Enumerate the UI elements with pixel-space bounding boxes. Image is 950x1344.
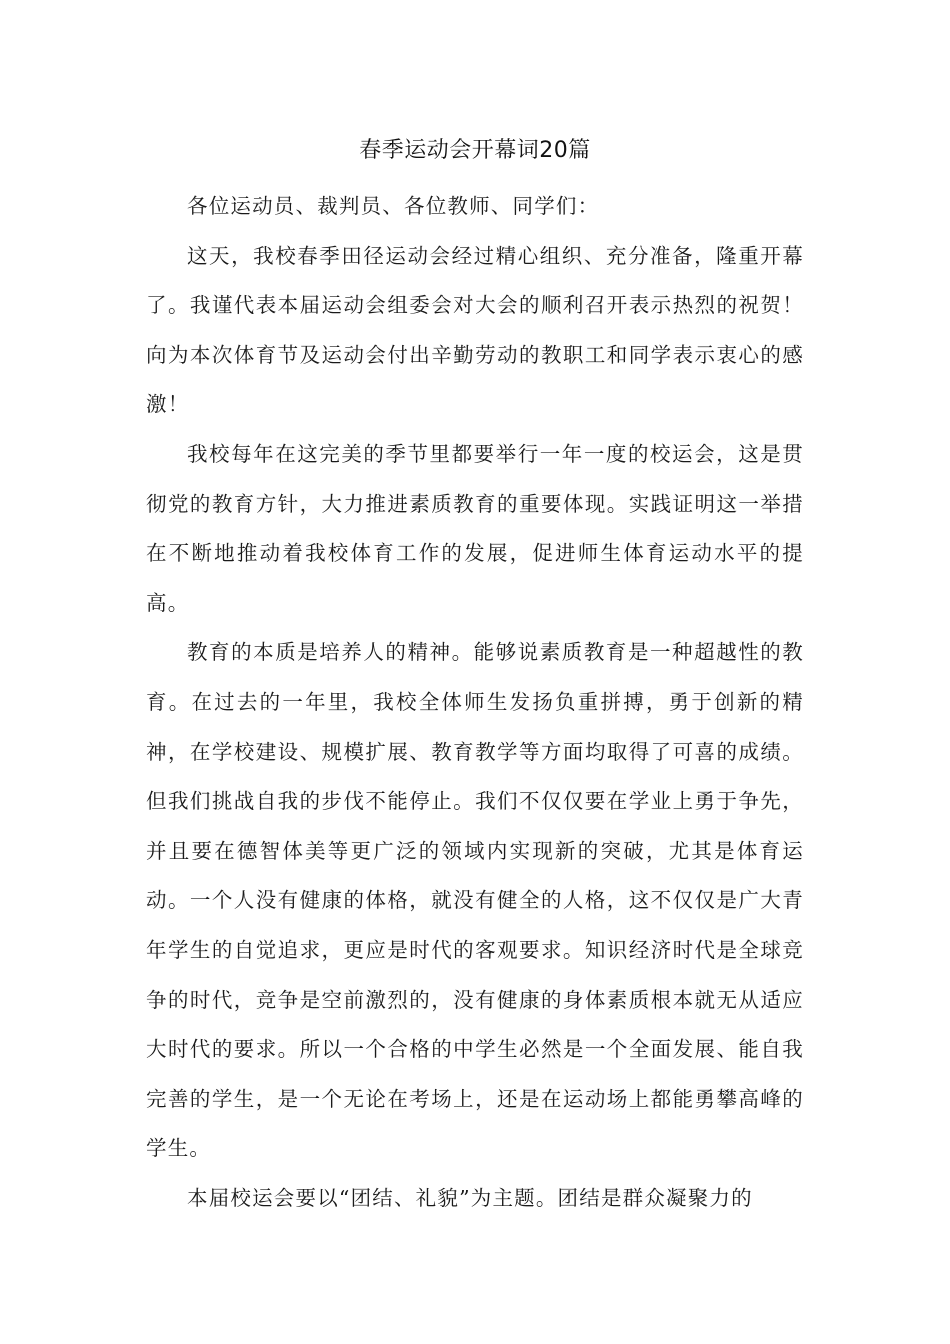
document-title: 春季运动会开幕词20篇: [359, 138, 591, 163]
salutation-paragraph: 各位运动员、裁判员、各位教师、同学们：: [187, 194, 600, 218]
body-paragraph: 本届校运会要以“团结、礼貌”为主题。团结是群众凝聚力的: [187, 1185, 753, 1210]
document-body: [146, 182, 804, 1223]
body-paragraph: 教育的本质是培养人的精神。能够说素质教育是一种超越性的教育。在过去的一年里，我校全体师生发扬负重拼搏，勇于创新的精神，在学校建设、规模扩展、教育教学等方面均取得了可喜的成绩。但我们挑战自我的步伐不能停止。我们不仅仅要在学业上勇于争先，并且要在德智体美等更广泛的领域内实现新的突破，尤其是体育运动。一个人没有健康的体格，就没有健全的人格，这不仅仅是广大青年学生的自觉追求，更应是时代的客观要求。知识经济时代是全球竞争的时代，竞争是空前激烈的，没有健康的身体素质根本就无从适应大时代的要求。所以一个合格的中学生必然是一个全面发展、能自我完善的学生，是一个无论在考场上，还是在运动场上都能勇攀高峰的学生。: [146, 640, 804, 1161]
body-paragraph: 这天，我校春季田径运动会经过精心组织、充分准备，隆重开幕了。我谨代表本届运动会组委会对大会的顺利召开表示热烈的祝贺！向为本次体育节及运动会付出辛勤劳动的教职工和同学表示衷心的感激！: [146, 243, 804, 417]
body-paragraph: 我校每年在这完美的季节里都要举行一年一度的校运会，这是贯彻党的教育方针，大力推进素质教育的重要体现。实践证明这一举措在不断地推动着我校体育工作的发展，促进师生体育运动水平的提高。: [146, 441, 804, 615]
